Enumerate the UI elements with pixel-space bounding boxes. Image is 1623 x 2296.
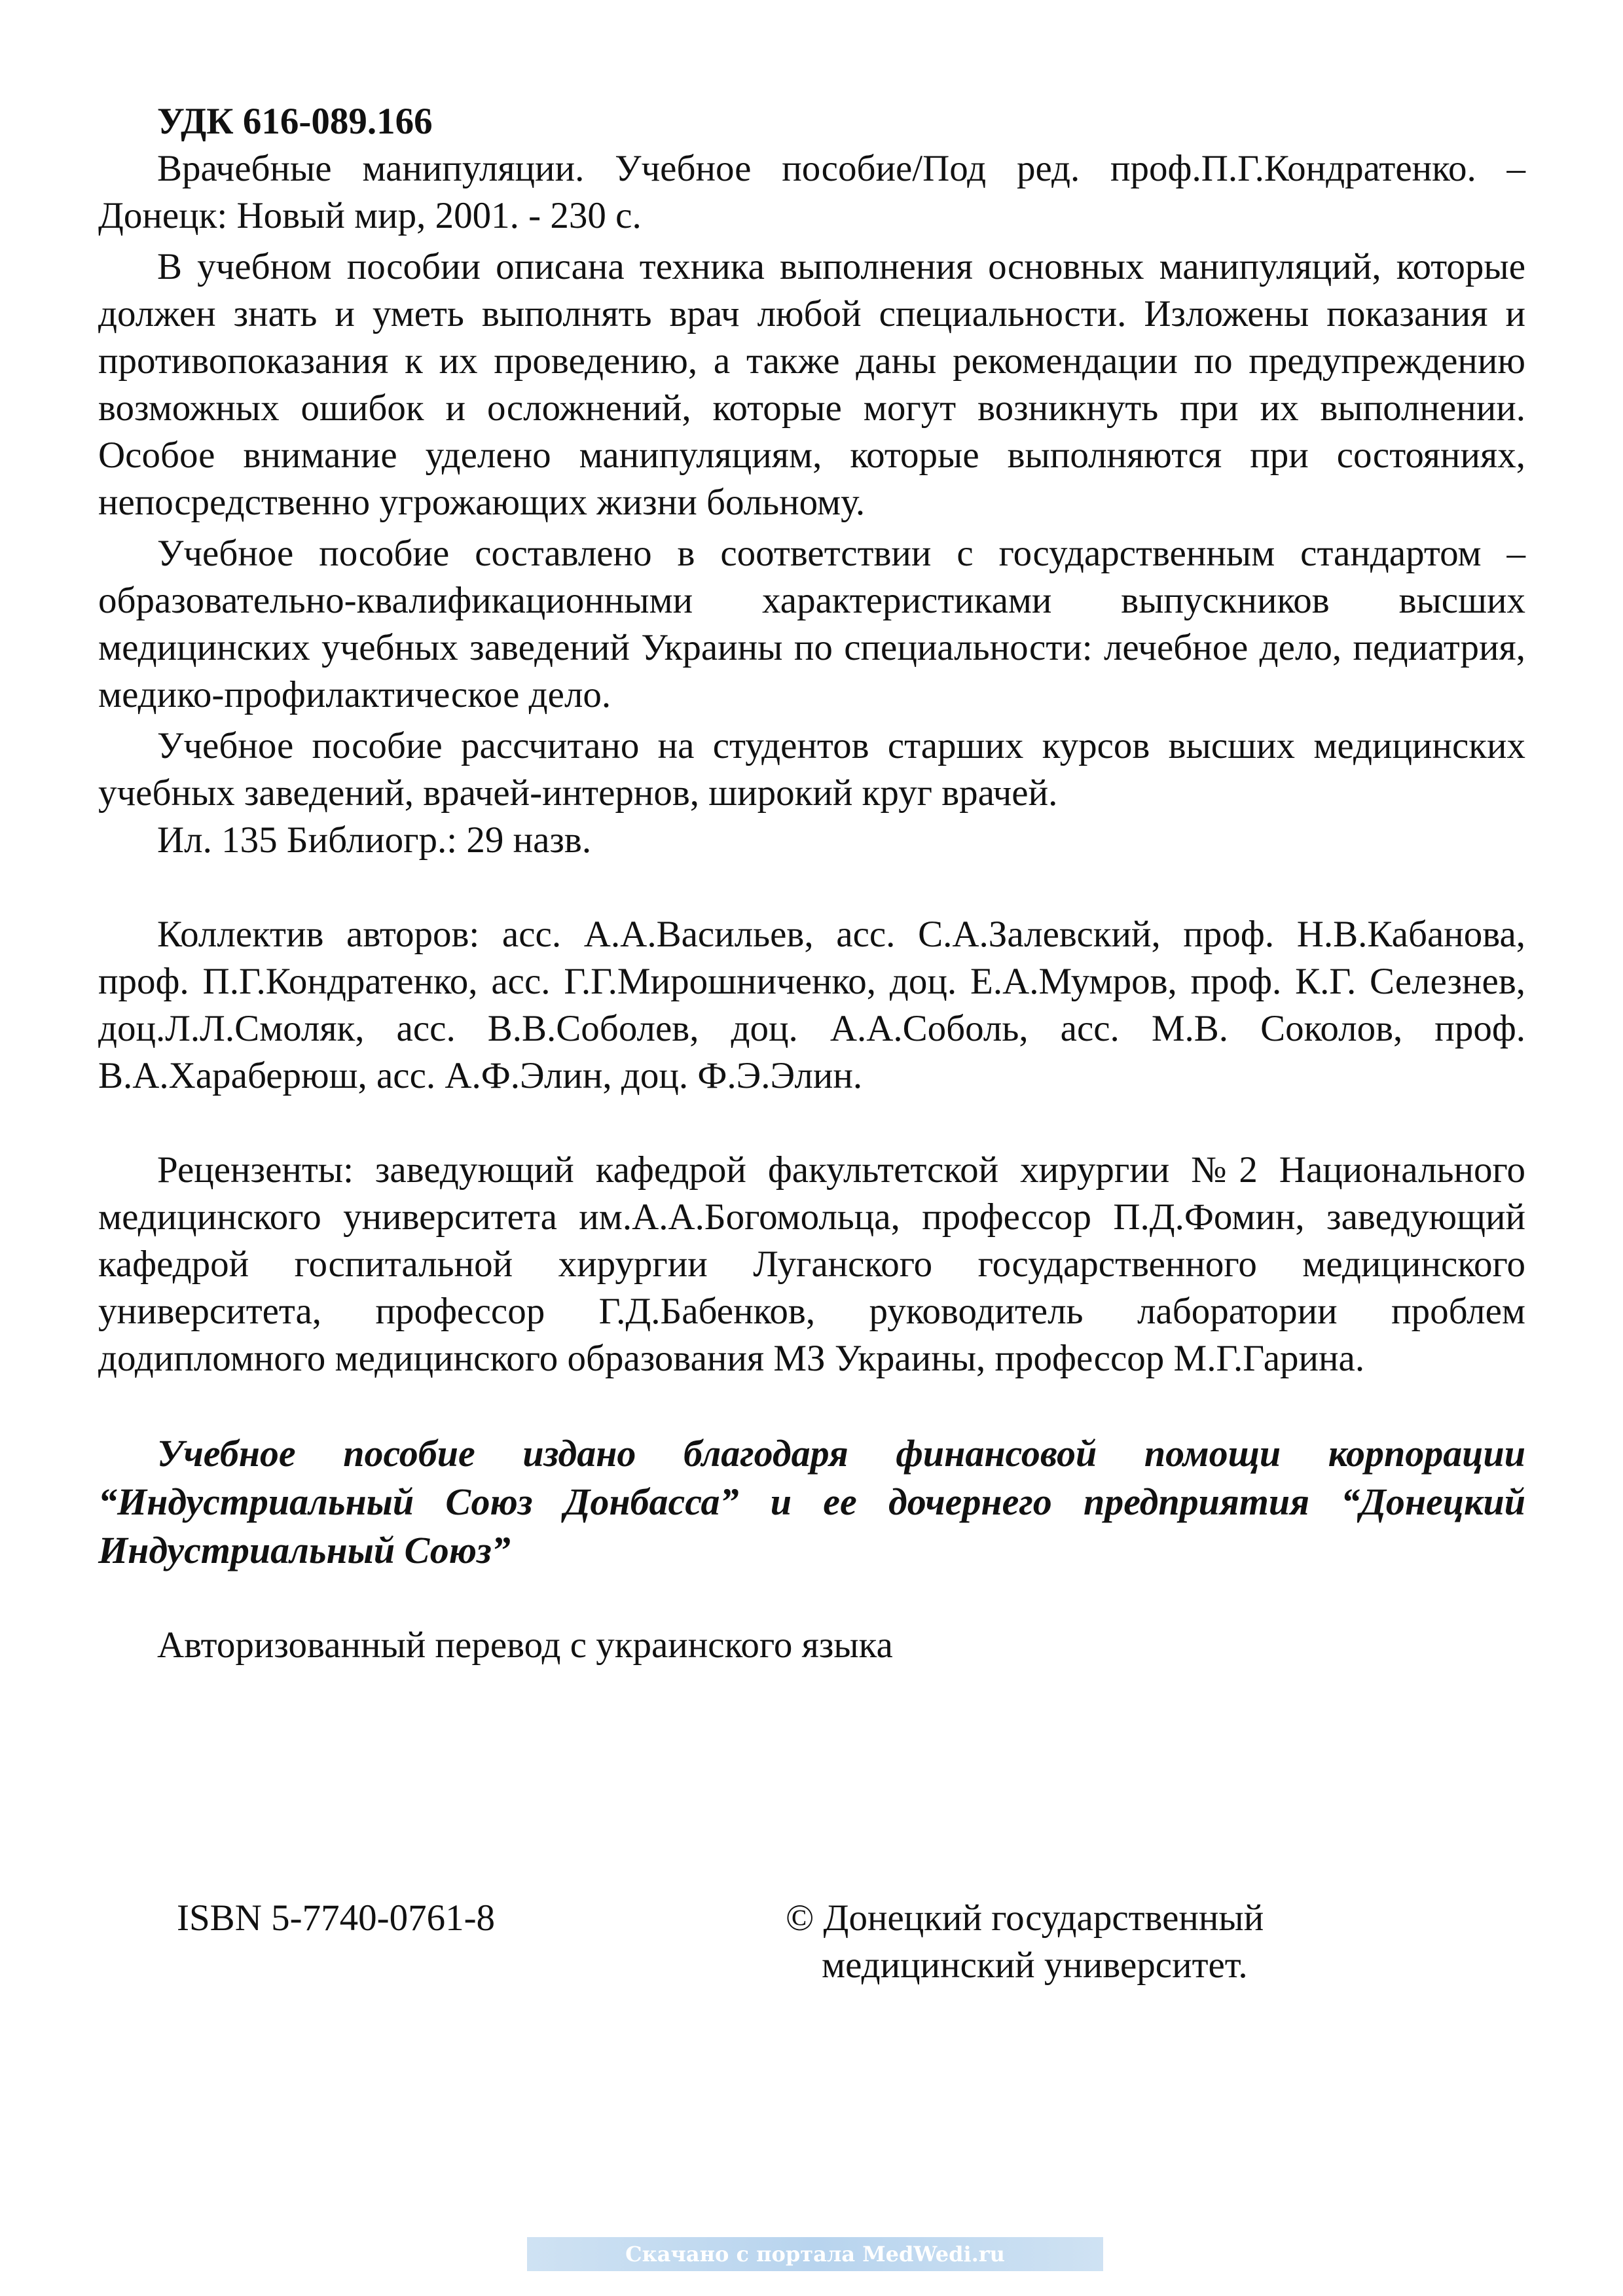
copyright [786, 1895, 1264, 1989]
abstract-paragraph-2: Учебное пособие составлено в соответствии с государственным стандартом – образовательно-квалификационными характеристиками выпускников высших медицинских учебных заведений Украины по специальности: лечебное дело, педиатрия, медико-профилактическое дело. [98, 533, 1525, 715]
document-page [98, 98, 1525, 1669]
abstract-paragraph-1: В учебном пособии описана техника выполнения основных манипуляций, которые должен знать и уметь выполнять врач любой специальности. Изложены показания и противопоказания к их проведению, а также даны рекомендации по предупреждению возможных ошибок и осложнений, которые могут возникнуть при их выполнении. Особое внимание уделено манипуляциям, которые выполняются при состояниях, непосредственно угрожающих жизни больному. [98, 246, 1525, 523]
copyright-line-2: медицинский университет. [822, 1945, 1248, 1986]
udk-code: УДК 616-089.166 [157, 101, 433, 142]
isbn: ISBN 5-7740-0761-8 [177, 1897, 496, 1939]
copyright-line-1: © Донецкий государственный [786, 1897, 1264, 1939]
reviewers: Рецензенты: заведующий кафедрой факультетской хирургии №2 Национального медицинского университета им.А.А.Богомольца, профессор П.Д.Фомин, заведующий кафедрой госпитальной хирургии Луганского государственного медицинского университета, профессор Г.Д.Бабенков, руководитель лаборатории проблем додипломного медицинского образования МЗ Украины, профессор М.Г.Гарина. [98, 1149, 1525, 1379]
citation: Врачебные манипуляции. Учебное пособие/Под ред. проф.П.Г.Кондратенко. – Донецк: Новый мир, 2001. - 230 с. [98, 148, 1525, 236]
illustrations-bibliography: Ил. 135 Библиогр.: 29 назв. [157, 819, 592, 861]
abstract-paragraph-3: Учебное пособие рассчитано на студентов старших курсов высших медицинских учебных заведений, врачей-интернов, широкий круг врачей. [98, 725, 1525, 814]
translation-note: Авторизованный перевод с украинского языка [157, 1624, 893, 1666]
isbn-copyright-row [177, 1895, 1421, 2000]
authors-collective: Коллектив авторов: асс. А.А.Васильев, асс. С.А.Залевский, проф. Н.В.Кабанова, проф. П.Г.Кондратенко, асс. Г.Г.Мирошниченко, доц. Е.А.Мумров, проф. К.Г. Селезнев, доц.Л.Л.Смоляк, асс. В.В.Соболев, доц. А.А.Соболь, асс. М.В. Соколов, проф. В.А.Хараберюш, асс. А.Ф.Элин, доц. Ф.Э.Элин. [98, 914, 1525, 1096]
watermark-banner: Скачано с портала MedWedi.ru [527, 2237, 1103, 2271]
sponsorship-note: Учебное пособие издано благодаря финансовой помощи корпорации “Индустриальный Союз Донбасса” и ее дочернего предприятия “Донецкий Индустриальный Союз” [98, 1432, 1525, 1571]
